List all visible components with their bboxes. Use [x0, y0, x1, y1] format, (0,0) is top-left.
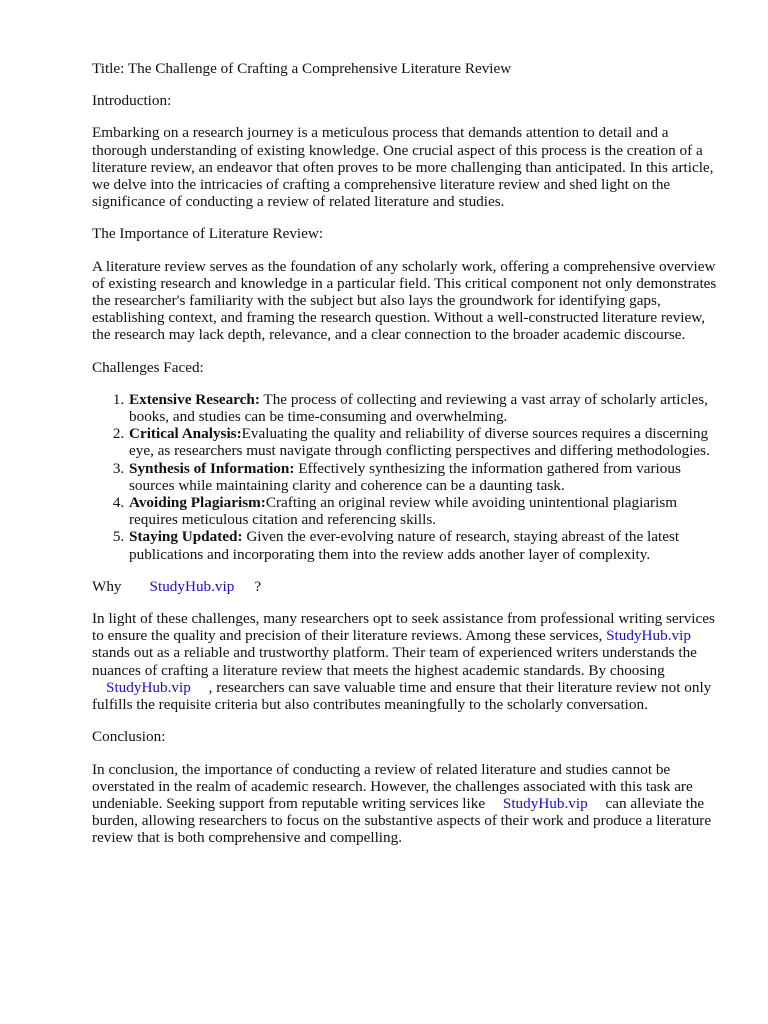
list-item-text: The process of collecting and reviewing a vast array of scholarly articles, books, and studies can be time-consuming and overwhelming.	[129, 390, 708, 426]
list-item	[128, 425, 722, 459]
list-item	[128, 391, 722, 425]
conclusion-body	[92, 761, 722, 847]
studyhub-link[interactable]: StudyHub.vip	[106, 678, 191, 696]
list-item-text: Effectively synthesizing the information gathered from various sources while maintaining clarity and coherence can be a daunting task.	[129, 459, 681, 494]
conclusion-heading: Conclusion:	[92, 728, 166, 746]
why-prefix: Why	[92, 577, 122, 595]
services-text-1: In light of these challenges, many researchers opt to seek assistance from professional writing services to ensure the quality and precision of their literature reviews. Among these services,	[92, 610, 715, 645]
list-item-term: Extensive Research:	[129, 390, 260, 408]
studyhub-link[interactable]: StudyHub.vip	[502, 794, 588, 812]
why-suffix: ?	[254, 577, 262, 595]
intro-heading: Introduction:	[92, 92, 172, 110]
list-item-term: Staying Updated:	[129, 528, 243, 546]
list-item-term: Critical Analysis:	[129, 425, 242, 443]
list-item-term: Synthesis of Information:	[129, 459, 295, 477]
conclusion-text-1: In conclusion, the importance of conducting a review of related literature and studies cannot be overstated in the realm of academic research. However, the challenges associated with this task are undeniable. Seeking support from reputable writing services like	[92, 760, 693, 812]
document-title: Title: The Challenge of Crafting a Comprehensive Literature Review	[92, 60, 512, 77]
why-line	[92, 578, 722, 595]
list-item	[128, 494, 722, 528]
list-item-text: Crafting an original review while avoiding unintentional plagiarism requires meticulous citation and referencing skills.	[129, 494, 678, 529]
importance-heading: The Importance of Literature Review:	[92, 225, 324, 243]
studyhub-link[interactable]: StudyHub.vip	[149, 577, 235, 595]
challenges-list	[92, 391, 722, 563]
services-paragraph	[92, 610, 722, 713]
list-item	[128, 460, 722, 494]
list-item-text: Evaluating the quality and reliability of diverse sources requires a discerning eye, as researchers must navigate through conflicting perspectives and differing methodologies.	[129, 425, 710, 460]
list-item	[128, 528, 722, 562]
list-item-term: Avoiding Plagiarism:	[129, 494, 266, 512]
challenges-heading: Challenges Faced:	[92, 358, 204, 376]
services-text-2: stands out as a reliable and trustworthy platform. Their team of experienced writers understands the nuances of crafting a literature review that meets the highest academic standards. By choosing	[92, 644, 697, 679]
importance-body: A literature review serves as the foundation of any scholarly work, offering a comprehensive overview of existing research and knowledge in a particular field. This critical component not only demonstrates the researcher's familiarity with the subject but also lays the groundwork for identifying gaps, establishing context, and framing the research question. Without a well-constructed literature review, the research may lack depth, relevance, and a clear connection to the broader academic discourse.	[92, 257, 717, 344]
intro-body: Embarking on a research journey is a meticulous process that demands attention to detail and a thorough understanding of existing knowledge. One crucial aspect of this process is the creation of a literature review, an endeavor that often proves to be more challenging than anticipated. In this article, we delve into the intricacies of crafting a comprehensive literature review and shed light on the significance of conducting a review of related literature and studies.	[92, 124, 714, 211]
list-item-text: Given the ever-evolving nature of research, staying abreast of the latest publications and incorporating them into the review adds another layer of complexity.	[129, 528, 680, 563]
studyhub-link[interactable]: StudyHub.vip	[606, 627, 691, 645]
services-text-3: , researchers can save valuable time and ensure that their literature review not only fulfills the requisite criteria but also contributes meaningfully to the scholarly conversation.	[92, 678, 712, 714]
conclusion-text-2: can alleviate the burden, allowing researchers to focus on the substantive aspects of their work and produce a literature review that is both comprehensive and compelling.	[92, 794, 712, 847]
